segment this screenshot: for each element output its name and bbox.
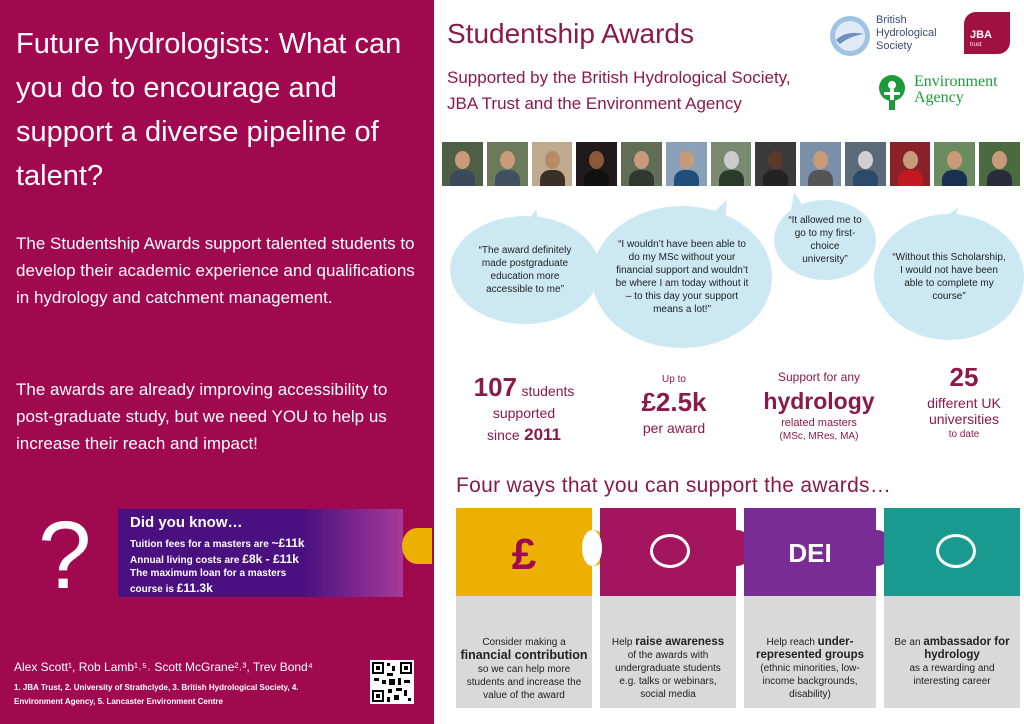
- way-ambassador: Be an ambassador for hydrology as a rewarding and interesting career: [884, 596, 1020, 708]
- stat-universities-number: 25: [949, 362, 979, 392]
- student-photo: [666, 142, 707, 186]
- quote-bubble-4: “Without this Scholarship, I would not have been able to complete my course”: [874, 214, 1024, 340]
- subtitle-line1: Supported by the British Hydrological Society,: [447, 68, 791, 87]
- jba-logo: JBA trust: [964, 12, 1010, 54]
- stat-award-value: Up to £2.5k per award: [614, 374, 734, 436]
- did-you-know-box: [118, 509, 403, 597]
- speech-bubble-icon: [936, 534, 976, 568]
- tree-person-icon: [874, 74, 910, 112]
- student-photo: [621, 142, 662, 186]
- way-awareness: Help raise awareness of the awards with undergraduate students e.g. talks or webinars, social media: [600, 596, 736, 708]
- stat-hydrology: Support for any hydrology related masters (MSc, MRes, MA): [763, 370, 875, 442]
- intro-paragraph: The Studentship Awards support talented students to develop their academic experience and qualifications in hydrology and catchment management.: [16, 234, 415, 307]
- dei-icon: DEI: [788, 538, 832, 568]
- right-panel: [434, 0, 1024, 724]
- four-ways-title: Four ways that you can support the awards…: [456, 474, 892, 497]
- student-photo: [576, 142, 617, 186]
- student-photo: [890, 142, 931, 186]
- bhs-logo-text: British Hydrological Society: [876, 14, 937, 52]
- call-to-action-paragraph: The awards are already improving accessibility to post-graduate study, but we need YOU to help us increase their reach and impact!: [16, 380, 388, 453]
- subtitle-line2: JBA Trust and the Environment Agency: [447, 94, 742, 113]
- speech-bubble-icon: [650, 534, 690, 568]
- bhs-logo-icon: [828, 14, 872, 58]
- student-photo: [934, 142, 975, 186]
- student-photo: [845, 142, 886, 186]
- puzzle-connector-icon: [402, 528, 432, 564]
- environment-agency-logo: [874, 72, 1014, 116]
- student-photo: [532, 142, 573, 186]
- student-photo: [711, 142, 752, 186]
- ea-logo-line1: Environment: [914, 73, 998, 90]
- affiliations: 1. JBA Trust, 2. University of Strathclyde, 3. British Hydrological Society, 4. Environment Agency, 5. Lancaster Environment Centre: [14, 683, 299, 706]
- student-photo: [979, 142, 1020, 186]
- bhs-logo: [828, 12, 944, 60]
- qr-code-icon[interactable]: [370, 660, 414, 704]
- student-photo: [487, 142, 528, 186]
- left-panel: [0, 0, 434, 724]
- puzzle-socket-icon: [582, 530, 602, 566]
- did-you-know-title: Did you know…: [130, 514, 243, 531]
- student-photo-strip: [442, 142, 1020, 186]
- stat-award-amount: £2.5k: [641, 387, 707, 417]
- stat-students-number: 107: [473, 372, 517, 402]
- pound-icon: £: [511, 530, 537, 579]
- student-photo: [442, 142, 483, 186]
- stat-universities: 25 different UK universities to date: [909, 362, 1019, 440]
- way-financial: Consider making a financial contribution so we can help more students and increase the value of the award: [456, 596, 592, 708]
- way-dei: Help reach under-represented groups (ethnic minorities, low-income backgrounds, disability): [744, 596, 876, 708]
- quote-bubble-1: “The award definitely made postgraduate education more accessible to me”: [450, 216, 600, 324]
- quote-bubble-3: “It allowed me to go to my first-choice university”: [774, 200, 876, 280]
- authors: Alex Scott¹, Rob Lamb¹˒⁵˒ Scott McGrane²˒³, Trev Bond⁴: [14, 660, 313, 674]
- student-photo: [800, 142, 841, 186]
- fact-loan-line1: The maximum loan for a masters: [130, 568, 287, 579]
- question-mark-icon: ?: [38, 502, 92, 609]
- section-title: Studentship Awards: [447, 18, 694, 49]
- fact-tuition: Tuition fees for a masters are ~£11k: [130, 536, 305, 550]
- quote-bubble-2: “I wouldn’t have been able to do my MSc without your financial support and wouldn’t be where I am today without it – to this day your support means a lot!”: [592, 206, 772, 348]
- stat-students: 107 students supported since 2011: [473, 372, 575, 444]
- fact-loan-line2: course is £11.3k: [130, 581, 213, 595]
- ea-logo-line2: Agency: [914, 89, 964, 106]
- student-photo: [755, 142, 796, 186]
- fact-living-costs: Annual living costs are £8k - £11k: [130, 552, 299, 566]
- poster-title: Future hydrologists: What can you do to encourage and support a diverse pipeline of talent?: [16, 28, 402, 192]
